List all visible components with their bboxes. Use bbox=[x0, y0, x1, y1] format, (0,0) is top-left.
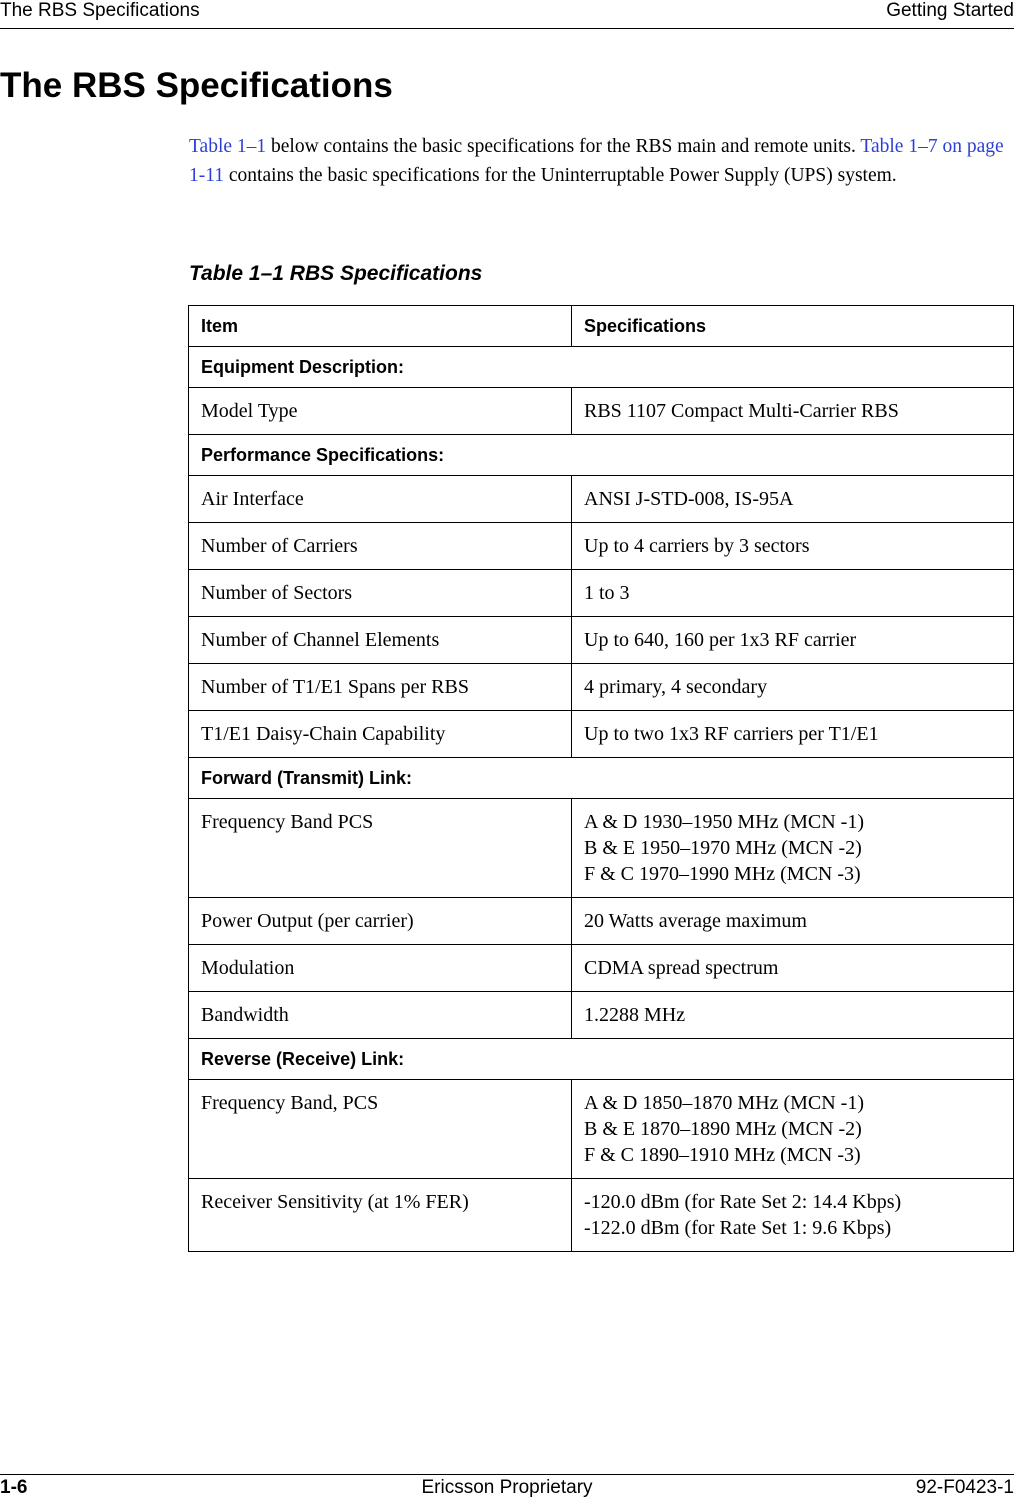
section-header-row bbox=[189, 347, 1014, 388]
table-row bbox=[189, 1080, 1014, 1179]
table-row bbox=[189, 664, 1014, 711]
specification-cell bbox=[572, 711, 1014, 758]
specification-line: A & D 1850–1870 MHz (MCN -1) bbox=[584, 1092, 864, 1114]
specification-line: Up to two 1x3 RF carriers per T1/E1 bbox=[584, 723, 879, 745]
table-1-7-link[interactable]: Table 1–7 on page 1-11 bbox=[189, 136, 1004, 186]
specification-cell bbox=[572, 898, 1014, 945]
table-row bbox=[189, 570, 1014, 617]
specifications-table-body bbox=[189, 306, 1014, 1252]
item-cell: Number of Sectors bbox=[189, 570, 572, 617]
specification-line: 1 to 3 bbox=[584, 582, 630, 604]
specification-cell bbox=[572, 664, 1014, 711]
specification-line: F & C 1970–1990 MHz (MCN -3) bbox=[584, 863, 861, 885]
item-cell: Frequency Band, PCS bbox=[189, 1080, 572, 1179]
specification-line: B & E 1870–1890 MHz (MCN -2) bbox=[584, 1118, 862, 1140]
table-row bbox=[189, 711, 1014, 758]
specification-cell bbox=[572, 476, 1014, 523]
table-caption: Table 1–1 RBS Specifications bbox=[189, 262, 483, 285]
item-cell: Number of T1/E1 Spans per RBS bbox=[189, 664, 572, 711]
specification-cell bbox=[572, 523, 1014, 570]
section-header-row bbox=[189, 435, 1014, 476]
specification-line: Up to 640, 160 per 1x3 RF carrier bbox=[584, 629, 857, 651]
item-cell: Model Type bbox=[189, 388, 572, 435]
specification-line: 4 primary, 4 secondary bbox=[584, 676, 768, 698]
specification-line: -122.0 dBm (for Rate Set 1: 9.6 Kbps) bbox=[584, 1217, 892, 1239]
intro-text-1: below contains the basic specifications for the RBS main and remote units. bbox=[266, 136, 861, 157]
item-cell: Modulation bbox=[189, 945, 572, 992]
section-header-row bbox=[189, 1039, 1014, 1080]
item-cell: Number of Carriers bbox=[189, 523, 572, 570]
column-header-specifications: Specifications bbox=[572, 306, 1014, 347]
specification-cell bbox=[572, 799, 1014, 898]
footer-proprietary-notice: Ericsson Proprietary bbox=[421, 1477, 593, 1498]
specification-cell bbox=[572, 570, 1014, 617]
specifications-table bbox=[188, 305, 1014, 1252]
table-row bbox=[189, 388, 1014, 435]
table-row bbox=[189, 799, 1014, 898]
table-row bbox=[189, 898, 1014, 945]
specification-line: Up to 4 carriers by 3 sectors bbox=[584, 535, 810, 557]
table-row bbox=[189, 476, 1014, 523]
intro-text-2: contains the basic specifications for the Uninterruptable Power Supply (UPS) system. bbox=[224, 165, 897, 186]
item-cell: Receiver Sensitivity (at 1% FER) bbox=[189, 1179, 572, 1252]
item-cell: Number of Channel Elements bbox=[189, 617, 572, 664]
specification-cell bbox=[572, 1179, 1014, 1252]
table-row bbox=[189, 617, 1014, 664]
specification-cell bbox=[572, 617, 1014, 664]
page-footer bbox=[0, 1474, 1014, 1501]
item-cell: Air Interface bbox=[189, 476, 572, 523]
section-header-row bbox=[189, 758, 1014, 799]
specification-cell bbox=[572, 1080, 1014, 1179]
header-chapter-title: Getting Started bbox=[886, 0, 1014, 21]
intro-paragraph bbox=[189, 132, 1014, 190]
specification-cell bbox=[572, 388, 1014, 435]
table-row bbox=[189, 945, 1014, 992]
specification-line: 1.2288 MHz bbox=[584, 1004, 686, 1026]
table-header-row bbox=[189, 306, 1014, 347]
specification-line: -120.0 dBm (for Rate Set 2: 14.4 Kbps) bbox=[584, 1191, 902, 1213]
specification-line: 20 Watts average maximum bbox=[584, 910, 807, 932]
item-cell: Power Output (per carrier) bbox=[189, 898, 572, 945]
table-row bbox=[189, 1179, 1014, 1252]
page-header bbox=[0, 0, 1014, 29]
column-header-item: Item bbox=[189, 306, 572, 347]
table-row bbox=[189, 523, 1014, 570]
section-title: Reverse (Receive) Link: bbox=[189, 1039, 1014, 1080]
item-cell: Frequency Band PCS bbox=[189, 799, 572, 898]
table-1-1-link[interactable]: Table 1–1 bbox=[189, 136, 267, 157]
page-title: The RBS Specifications bbox=[0, 66, 393, 105]
specification-line: CDMA spread spectrum bbox=[584, 957, 779, 979]
specification-line: ANSI J-STD-008, IS-95A bbox=[584, 488, 794, 510]
specification-line: F & C 1890–1910 MHz (MCN -3) bbox=[584, 1144, 861, 1166]
specification-line: B & E 1950–1970 MHz (MCN -2) bbox=[584, 837, 862, 859]
header-section-title: The RBS Specifications bbox=[0, 0, 200, 21]
specification-line: RBS 1107 Compact Multi-Carrier RBS bbox=[584, 400, 899, 422]
section-title: Performance Specifications: bbox=[189, 435, 1014, 476]
item-cell: T1/E1 Daisy-Chain Capability bbox=[189, 711, 572, 758]
section-title: Forward (Transmit) Link: bbox=[189, 758, 1014, 799]
footer-document-number: 92-F0423-1 bbox=[915, 1477, 1014, 1498]
section-title: Equipment Description: bbox=[189, 347, 1014, 388]
footer-page-number: 1-6 bbox=[0, 1477, 28, 1498]
specification-line: A & D 1930–1950 MHz (MCN -1) bbox=[584, 811, 864, 833]
specification-cell bbox=[572, 992, 1014, 1039]
table-row bbox=[189, 992, 1014, 1039]
item-cell: Bandwidth bbox=[189, 992, 572, 1039]
specification-cell bbox=[572, 945, 1014, 992]
